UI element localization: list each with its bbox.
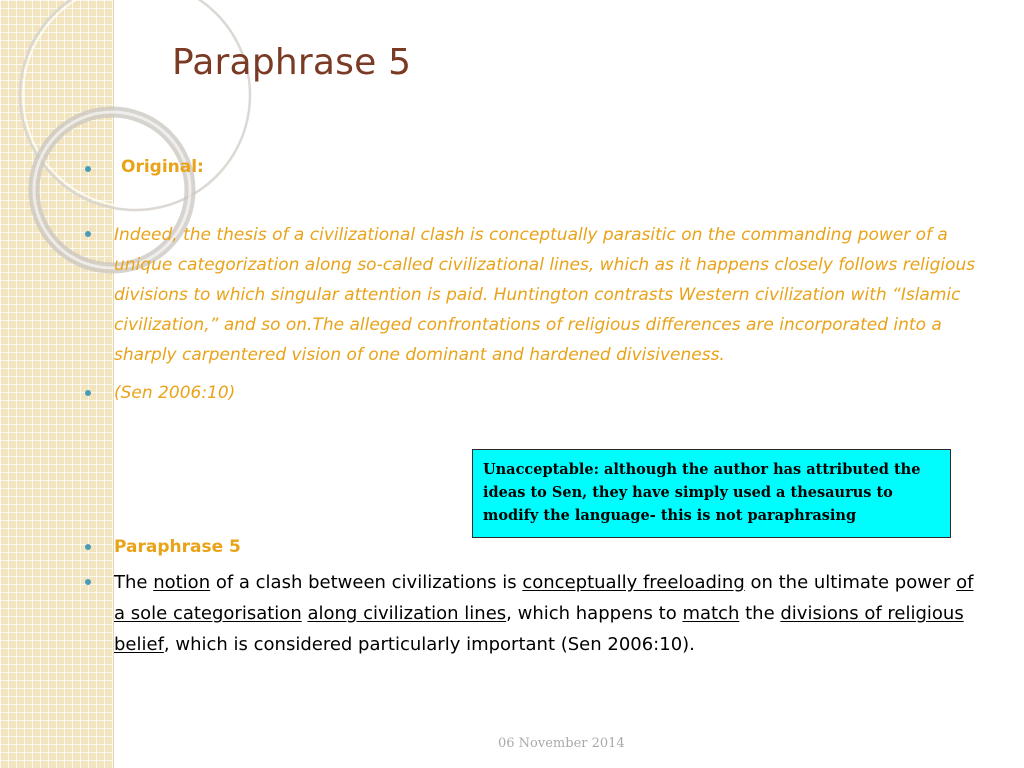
- slide-content: [80, 152, 990, 660]
- paraphrase-text: The notion of a clash between civilizations is conceptually freeloading on the ultimate power of a sole categorisation along civilization lines, which happens to match the divisions of religious belief, which is considered particularly important (Sen 2006:10).: [114, 572, 974, 655]
- bullet-dot-icon: [85, 231, 91, 237]
- original-label: Original:: [121, 157, 204, 177]
- paraphrase-label: Paraphrase 5: [114, 537, 241, 557]
- underlined-religious-divisions: divisions of religious belief: [114, 603, 964, 655]
- underlined-match: match: [682, 603, 740, 624]
- underlined-notion: notion: [153, 572, 211, 593]
- slide-title: Paraphrase 5: [172, 42, 412, 83]
- bullet-dot-icon: [85, 166, 91, 172]
- footer-date: 06 November 2014: [498, 736, 625, 751]
- bullet-dot-icon: [85, 544, 91, 550]
- original-quote: Indeed, the thesis of a civilizational clash is conceptually parasitic on the commanding power of a unique categorization along so-called civilizational lines, which as it happens closely follows religious divisions to which singular attention is paid. Huntington contrasts Western civilization with “Islamic civilization,” and so on.The alleged confrontations of religious differences are incorporated into a sharply carpentered vision of one dominant and hardened divisiveness.: [114, 225, 976, 365]
- unacceptable-callout-box: Unacceptable: although the author has attributed the ideas to Sen, they have simply used a thesaurus to modify the language- this is not paraphrasing: [472, 449, 951, 538]
- bullet-quote: [80, 220, 990, 370]
- bullet-paraphrase-text: [80, 567, 990, 660]
- underlined-sole-categorisation: of a sole categorisation: [114, 572, 974, 624]
- citation: (Sen 2006:10): [114, 383, 236, 403]
- bullet-dot-icon: [85, 579, 91, 585]
- underlined-civilization-lines: along civilization lines: [307, 603, 507, 624]
- bullet-original: [80, 157, 990, 177]
- underlined-conceptually-freeloading: conceptually freeloading: [522, 572, 745, 593]
- bullet-dot-icon: [85, 390, 91, 396]
- bullet-citation: [80, 379, 990, 407]
